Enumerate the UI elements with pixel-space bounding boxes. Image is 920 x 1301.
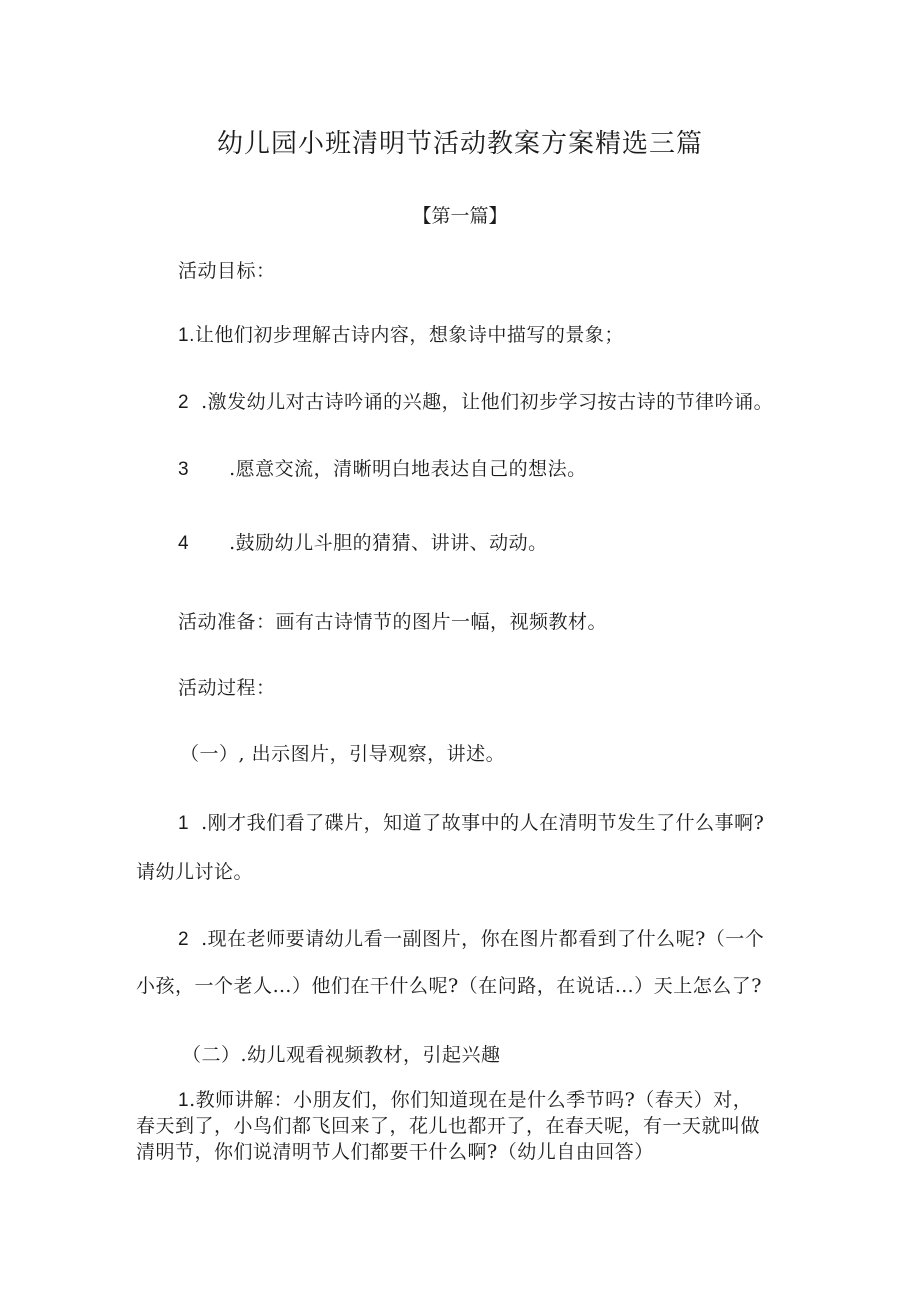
process-heading: 活动过程： <box>178 677 276 699</box>
preparation-text: 活动准备：画有古诗情节的图片一幅，视频教材。 <box>178 611 608 633</box>
part2-item-line3: 清明节，你们说清明节人们都要干什么啊?（幼儿自由回答） <box>136 1141 654 1163</box>
section-heading: 【第一篇】 <box>412 205 508 227</box>
part1-item-1-line2: 请幼儿讨论。 <box>136 861 254 883</box>
goal-text: .愿意交流，清晰明白地表达自己的想法。 <box>229 458 587 480</box>
item-text: .现在老师要请幼儿看一副图片，你在图片都看到了什么呢?（一个 <box>201 928 765 950</box>
goal-item-2 <box>178 393 773 412</box>
goal-text: 让他们初步理解古诗内容，想象诗中描写的景象； <box>194 324 624 346</box>
item-text: .刚才我们看了碟片，知道了故事中的人在清明节发生了什么事啊? <box>201 812 765 834</box>
part1-heading: （一）, 出示图片，引导观察，讲述。 <box>180 743 506 765</box>
goal-item-1 <box>178 326 624 345</box>
goal-number: 4 <box>178 533 190 554</box>
item-number: 1 <box>178 813 190 834</box>
part1-item-2-line1 <box>178 930 764 949</box>
part1-item-2-line2: 小孩，一个老人…）他们在干什么呢?（在问路，在说话…）天上怎么了? <box>136 975 762 997</box>
goal-item-4 <box>178 534 548 553</box>
item-text: .教师讲解：小朋友们，你们知道现在是什么季节吗?（春天）对， <box>189 1089 753 1111</box>
part2-item-line1 <box>178 1091 752 1110</box>
goal-text: .鼓励幼儿斗胆的猜猜、讲讲、动动。 <box>229 532 548 554</box>
part1-item-1-line1 <box>178 814 764 833</box>
goal-item-3 <box>178 460 587 479</box>
goal-number: 3 <box>178 459 190 480</box>
goal-text: .激发幼儿对古诗吟诵的兴趣，让他们初步学习按古诗的节律吟诵。 <box>201 391 774 413</box>
item-number: 1 <box>178 1090 190 1111</box>
goal-number: 1. <box>178 325 195 346</box>
document-title: 幼儿园小班清明节活动教案方案精选三篇 <box>216 129 703 159</box>
goals-heading: 活动目标： <box>178 260 276 282</box>
part2-item-line2: 春天到了，小鸟们都飞回来了，花儿也都开了，在春天呢，有一天就叫做 <box>136 1115 761 1137</box>
item-number: 2 <box>178 929 190 950</box>
part2-heading: （二）.幼儿观看视频教材，引起兴趣 <box>182 1044 501 1066</box>
goal-number: 2 <box>178 392 190 413</box>
